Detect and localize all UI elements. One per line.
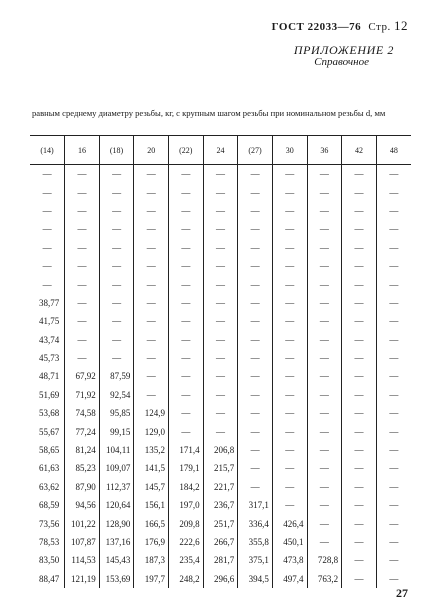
- table-cell: 728,8: [307, 551, 342, 569]
- table-cell: 38,77: [39, 297, 60, 308]
- table-row: [30, 220, 411, 238]
- table-cell: 41,75: [39, 316, 60, 327]
- table-cell: 121,19: [65, 570, 100, 588]
- table-row: [30, 459, 411, 477]
- table-cell: —: [238, 294, 273, 312]
- table-cell: —: [238, 312, 273, 330]
- table-cell: —: [307, 478, 342, 496]
- table-cell: —: [272, 422, 307, 440]
- table-cell: —: [238, 349, 273, 367]
- table-cell: 215,7: [203, 459, 238, 477]
- table-cell: —: [65, 202, 100, 220]
- table-cell: 55,67: [39, 426, 60, 437]
- table-cell: —: [203, 275, 238, 293]
- table-cell: —: [134, 331, 169, 349]
- table-cell: —: [65, 183, 100, 201]
- table-cell: —: [99, 220, 134, 238]
- table-cell: —: [342, 312, 377, 330]
- table-cell: 51,69: [39, 389, 60, 400]
- table-cell: —: [99, 165, 134, 184]
- column-header: (27): [238, 136, 273, 165]
- table-cell: —: [307, 239, 342, 257]
- table-cell: 317,1: [238, 496, 273, 514]
- table-cell: —: [272, 257, 307, 275]
- table-cell: 68,59: [39, 500, 60, 511]
- table-row: [30, 422, 411, 440]
- table-cell: —: [272, 404, 307, 422]
- table-cell: 394,5: [238, 570, 273, 588]
- table-cell: 58,65: [39, 445, 60, 456]
- table-cell: —: [376, 422, 411, 440]
- table-cell: —: [342, 514, 377, 532]
- table-row: [30, 165, 411, 184]
- table-cell: 43,74: [39, 334, 60, 345]
- table-cell: 473,8: [272, 551, 307, 569]
- table-cell: —: [342, 349, 377, 367]
- table-cell: 87,90: [65, 478, 100, 496]
- table-cell: —: [203, 367, 238, 385]
- table-cell: —: [169, 349, 204, 367]
- table-cell: —: [238, 331, 273, 349]
- table-cell: —: [65, 220, 100, 238]
- page-number: 27: [396, 586, 408, 600]
- table-cell: 171,4: [169, 441, 204, 459]
- table-cell: —: [376, 551, 411, 569]
- table-cell: —: [272, 183, 307, 201]
- table-cell: —: [42, 279, 52, 290]
- table-cell: —: [238, 459, 273, 477]
- table-cell: —: [169, 239, 204, 257]
- table-row: [30, 496, 411, 514]
- table-cell: —: [307, 349, 342, 367]
- column-header: 30: [272, 136, 307, 165]
- column-header: 42: [342, 136, 377, 165]
- column-header: 36: [307, 136, 342, 165]
- table-cell: 88,47: [39, 573, 60, 584]
- table-cell: —: [307, 367, 342, 385]
- table-cell: —: [238, 386, 273, 404]
- data-table: [30, 135, 411, 588]
- table-cell: —: [238, 165, 273, 184]
- table-cell: —: [42, 261, 52, 272]
- table-cell: —: [169, 367, 204, 385]
- table-cell: —: [169, 165, 204, 184]
- table-cell: 375,1: [238, 551, 273, 569]
- table-row: [30, 478, 411, 496]
- table-cell: —: [238, 257, 273, 275]
- table-cell: —: [99, 202, 134, 220]
- table-cell: —: [307, 404, 342, 422]
- table-cell: 124,9: [134, 404, 169, 422]
- table-cell: —: [65, 331, 100, 349]
- table-cell: —: [307, 441, 342, 459]
- table-cell: 179,1: [169, 459, 204, 477]
- table-cell: —: [203, 257, 238, 275]
- table-cell: —: [376, 165, 411, 184]
- table-cell: —: [203, 165, 238, 184]
- table-cell: —: [376, 459, 411, 477]
- table-cell: —: [99, 257, 134, 275]
- table-cell: —: [376, 386, 411, 404]
- table-cell: —: [342, 533, 377, 551]
- column-header: (14): [30, 136, 65, 165]
- table-cell: —: [203, 183, 238, 201]
- table-row: [30, 349, 411, 367]
- table-cell: 74,58: [65, 404, 100, 422]
- table-cell: —: [65, 275, 100, 293]
- table-cell: 206,8: [203, 441, 238, 459]
- table-cell: —: [272, 202, 307, 220]
- table-cell: 141,5: [134, 459, 169, 477]
- table-cell: —: [272, 386, 307, 404]
- table-cell: —: [134, 183, 169, 201]
- table-cell: 763,2: [307, 570, 342, 588]
- table-cell: —: [203, 404, 238, 422]
- table-cell: 222,6: [169, 533, 204, 551]
- table-cell: —: [238, 422, 273, 440]
- table-cell: 266,7: [203, 533, 238, 551]
- table-cell: —: [169, 404, 204, 422]
- table-cell: 209,8: [169, 514, 204, 532]
- table-cell: —: [342, 294, 377, 312]
- table-cell: —: [376, 183, 411, 201]
- table-header-row: [30, 136, 411, 165]
- table-row: [30, 275, 411, 293]
- table-cell: —: [307, 275, 342, 293]
- document-header: [272, 18, 408, 34]
- table-cell: —: [307, 386, 342, 404]
- page-ref-number: 12: [394, 18, 408, 33]
- table-cell: —: [42, 169, 52, 180]
- table-cell: —: [307, 257, 342, 275]
- table-caption: равным среднему диаметру резьбы, кг, с крупным шагом резьбы при номинальном резьбы d, мм: [32, 108, 386, 118]
- column-header: (18): [99, 136, 134, 165]
- table-cell: —: [169, 183, 204, 201]
- table-cell: 248,2: [169, 570, 204, 588]
- table-cell: —: [342, 551, 377, 569]
- table-cell: 85,23: [65, 459, 100, 477]
- table-cell: —: [134, 165, 169, 184]
- table-cell: —: [342, 183, 377, 201]
- table-cell: —: [342, 165, 377, 184]
- table-cell: 53,68: [39, 408, 60, 419]
- table-row: [30, 367, 411, 385]
- table-cell: —: [376, 441, 411, 459]
- table-cell: 83,50: [39, 555, 60, 566]
- table-cell: 48,71: [39, 371, 60, 382]
- table-cell: —: [169, 386, 204, 404]
- table-cell: —: [272, 312, 307, 330]
- column-header: 16: [65, 136, 100, 165]
- table-cell: —: [342, 459, 377, 477]
- table-cell: —: [307, 220, 342, 238]
- table-cell: —: [99, 275, 134, 293]
- table-cell: —: [307, 496, 342, 514]
- table-cell: —: [134, 257, 169, 275]
- table-row: [30, 514, 411, 532]
- table-cell: —: [169, 331, 204, 349]
- table-cell: 114,53: [65, 551, 100, 569]
- table-cell: —: [238, 275, 273, 293]
- appendix-subtitle: Справочное: [314, 56, 369, 68]
- table-cell: 497,4: [272, 570, 307, 588]
- column-header: 20: [134, 136, 169, 165]
- table-cell: —: [65, 257, 100, 275]
- table-row: [30, 533, 411, 551]
- table-cell: 153,69: [99, 570, 134, 588]
- table-cell: 296,6: [203, 570, 238, 588]
- table-cell: —: [169, 202, 204, 220]
- table-cell: 104,11: [99, 441, 134, 459]
- table-cell: 78,53: [39, 537, 60, 547]
- table-cell: —: [376, 294, 411, 312]
- table-cell: —: [42, 242, 52, 253]
- table-cell: —: [238, 404, 273, 422]
- table-cell: —: [169, 220, 204, 238]
- table-cell: 197,7: [134, 570, 169, 588]
- table-cell: —: [238, 202, 273, 220]
- table-cell: —: [376, 331, 411, 349]
- table-cell: 145,7: [134, 478, 169, 496]
- table-row: [30, 183, 411, 201]
- table-row: [30, 239, 411, 257]
- table-body: [30, 165, 411, 588]
- table-cell: —: [238, 220, 273, 238]
- table-cell: —: [342, 257, 377, 275]
- table-cell: —: [307, 294, 342, 312]
- table-cell: 336,4: [238, 514, 273, 532]
- column-header: (22): [169, 136, 204, 165]
- table-cell: —: [99, 294, 134, 312]
- table-cell: 71,92: [65, 386, 100, 404]
- table-cell: 67,92: [65, 367, 100, 385]
- table-cell: —: [342, 275, 377, 293]
- table-cell: 129,0: [134, 422, 169, 440]
- table-row: [30, 202, 411, 220]
- table-cell: —: [272, 294, 307, 312]
- table-cell: 450,1: [272, 533, 307, 551]
- table-cell: —: [134, 294, 169, 312]
- table-cell: —: [376, 312, 411, 330]
- table-cell: —: [99, 331, 134, 349]
- table-cell: —: [203, 312, 238, 330]
- table-cell: —: [65, 349, 100, 367]
- table-cell: —: [134, 349, 169, 367]
- table-cell: 426,4: [272, 514, 307, 532]
- table-row: [30, 551, 411, 569]
- table-cell: —: [203, 331, 238, 349]
- table-cell: —: [203, 422, 238, 440]
- table-cell: 221,7: [203, 478, 238, 496]
- table-cell: —: [376, 478, 411, 496]
- table-cell: —: [307, 183, 342, 201]
- table-cell: —: [238, 183, 273, 201]
- table-cell: —: [203, 202, 238, 220]
- table-cell: 87,59: [99, 367, 134, 385]
- table-cell: —: [272, 441, 307, 459]
- table-cell: 77,24: [65, 422, 100, 440]
- table-cell: —: [42, 187, 52, 198]
- table-cell: 281,7: [203, 551, 238, 569]
- table-cell: —: [376, 367, 411, 385]
- table-cell: —: [307, 165, 342, 184]
- table-cell: —: [342, 220, 377, 238]
- table-cell: 236,7: [203, 496, 238, 514]
- table-cell: —: [342, 239, 377, 257]
- table-cell: 197,0: [169, 496, 204, 514]
- table-cell: 156,1: [134, 496, 169, 514]
- table-cell: —: [342, 422, 377, 440]
- table-cell: 251,7: [203, 514, 238, 532]
- table-cell: —: [99, 183, 134, 201]
- table-cell: —: [169, 312, 204, 330]
- table-cell: —: [272, 331, 307, 349]
- table-cell: —: [169, 422, 204, 440]
- table-cell: —: [376, 570, 411, 588]
- table-cell: —: [134, 275, 169, 293]
- table-row: [30, 312, 411, 330]
- table-cell: —: [272, 459, 307, 477]
- table-cell: 166,5: [134, 514, 169, 532]
- table-row: [30, 404, 411, 422]
- table-cell: 109,07: [99, 459, 134, 477]
- table-cell: —: [272, 275, 307, 293]
- column-header: 24: [203, 136, 238, 165]
- table-row: [30, 441, 411, 459]
- table-cell: —: [342, 441, 377, 459]
- table-cell: —: [272, 496, 307, 514]
- table-cell: —: [65, 165, 100, 184]
- table-cell: —: [169, 294, 204, 312]
- table-row: [30, 331, 411, 349]
- table-cell: —: [376, 404, 411, 422]
- table-cell: —: [134, 202, 169, 220]
- table-cell: —: [65, 294, 100, 312]
- table-cell: —: [169, 257, 204, 275]
- table-cell: 135,2: [134, 441, 169, 459]
- table-row: [30, 294, 411, 312]
- table-cell: —: [134, 239, 169, 257]
- table-cell: —: [238, 441, 273, 459]
- table-cell: —: [42, 205, 52, 216]
- table-cell: 95,85: [99, 404, 134, 422]
- table-cell: —: [376, 257, 411, 275]
- table-cell: —: [307, 331, 342, 349]
- table-cell: —: [376, 202, 411, 220]
- table-cell: —: [272, 478, 307, 496]
- table-cell: 101,22: [65, 514, 100, 532]
- table-cell: —: [342, 331, 377, 349]
- table-cell: —: [238, 367, 273, 385]
- table-cell: 187,3: [134, 551, 169, 569]
- table-cell: —: [342, 404, 377, 422]
- table-cell: —: [203, 220, 238, 238]
- table-cell: 81,24: [65, 441, 100, 459]
- table-cell: —: [272, 367, 307, 385]
- table-cell: —: [307, 422, 342, 440]
- table-cell: —: [203, 386, 238, 404]
- table-cell: —: [134, 367, 169, 385]
- page-label: Стр.: [368, 21, 391, 33]
- table-cell: —: [65, 239, 100, 257]
- table-cell: 184,2: [169, 478, 204, 496]
- table-cell: 45,73: [39, 353, 60, 364]
- appendix-title: ПРИЛОЖЕНИЕ 2: [293, 43, 394, 57]
- table-cell: —: [307, 514, 342, 532]
- table-cell: —: [272, 165, 307, 184]
- table-cell: 235,4: [169, 551, 204, 569]
- table-cell: 63,62: [39, 481, 60, 492]
- table-cell: 355,8: [238, 533, 273, 551]
- table-cell: —: [65, 312, 100, 330]
- table-row: [30, 570, 411, 588]
- table-cell: —: [307, 312, 342, 330]
- table-cell: —: [203, 239, 238, 257]
- table-cell: —: [272, 349, 307, 367]
- table-cell: —: [134, 386, 169, 404]
- table-cell: —: [307, 533, 342, 551]
- table-cell: 61,63: [39, 463, 60, 474]
- table-cell: 120,64: [99, 496, 134, 514]
- column-header: 48: [376, 136, 411, 165]
- table-cell: —: [238, 239, 273, 257]
- table-cell: —: [307, 202, 342, 220]
- table-cell: —: [342, 386, 377, 404]
- table-cell: —: [169, 275, 204, 293]
- table-cell: —: [272, 239, 307, 257]
- table-cell: —: [203, 294, 238, 312]
- table-cell: —: [342, 202, 377, 220]
- table-cell: —: [307, 459, 342, 477]
- table-cell: 73,56: [39, 518, 60, 529]
- table-row: [30, 386, 411, 404]
- table-cell: 128,90: [99, 514, 134, 532]
- table-cell: —: [203, 349, 238, 367]
- table-cell: 137,16: [99, 533, 134, 551]
- table-cell: —: [99, 239, 134, 257]
- table-cell: —: [342, 496, 377, 514]
- table-cell: —: [342, 570, 377, 588]
- table-cell: —: [272, 220, 307, 238]
- table-cell: 99,15: [99, 422, 134, 440]
- table-cell: —: [376, 220, 411, 238]
- table-row: [30, 257, 411, 275]
- table-cell: 176,9: [134, 533, 169, 551]
- table-cell: 92,54: [99, 386, 134, 404]
- table-cell: —: [376, 496, 411, 514]
- table-cell: —: [376, 533, 411, 551]
- table-cell: 112,37: [99, 478, 134, 496]
- standard-code: ГОСТ 22033—76: [271, 21, 362, 33]
- table-cell: —: [238, 478, 273, 496]
- table-cell: 145,43: [99, 551, 134, 569]
- table-cell: —: [342, 367, 377, 385]
- table-cell: —: [134, 312, 169, 330]
- table-cell: 94,56: [65, 496, 100, 514]
- table-cell: —: [42, 224, 52, 235]
- table-cell: —: [376, 349, 411, 367]
- table-cell: —: [376, 275, 411, 293]
- table-cell: 107,87: [65, 533, 100, 551]
- table-cell: —: [134, 220, 169, 238]
- table-cell: —: [376, 514, 411, 532]
- table-cell: —: [99, 349, 134, 367]
- table-cell: —: [376, 239, 411, 257]
- table-cell: —: [99, 312, 134, 330]
- table-cell: —: [342, 478, 377, 496]
